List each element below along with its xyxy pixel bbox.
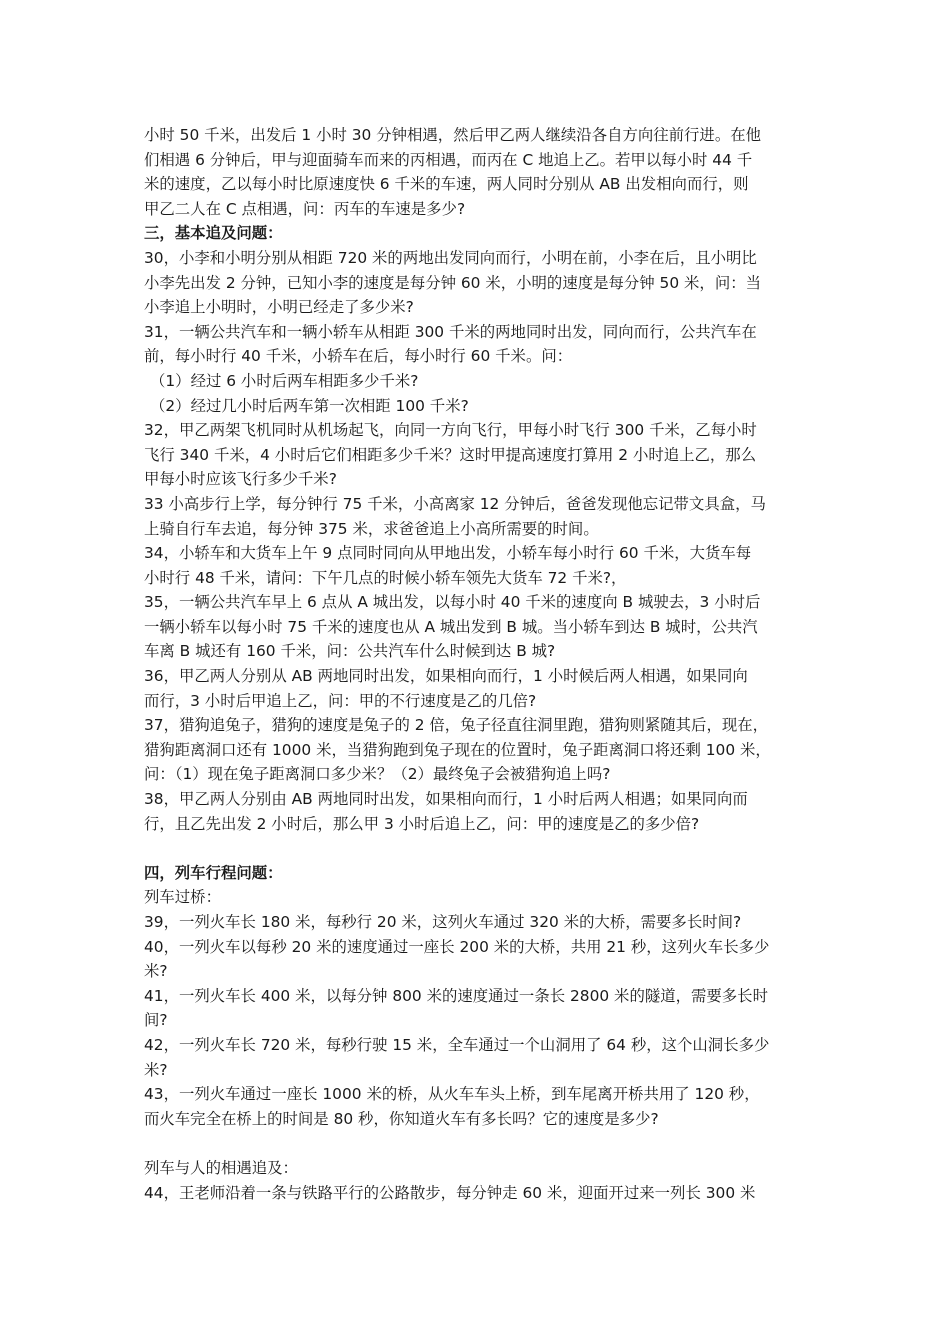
text-line: 39，一列火车长 180 米，每秒行 20 米，这列火车通过 320 米的大桥，需要多长时间? [144,913,742,931]
text-line: 40，一列火车以每秒 20 米的速度通过一座长 200 米的大桥，共用 21 秒，这列火车长多少 [144,937,770,956]
text-line: 小李先出发 2 分钟，已知小李的速度是每分钟 60 米，小明的速度是每分钟 50 米，问：当 [144,273,761,292]
text-line: 车离 B 城还有 160 千米，问：公共汽车什么时候到达 B 城? [144,642,556,661]
text-line: 41，一列火车长 400 米，以每分钟 800 米的速度通过一条长 2800 米的隧道，需要多长时 [144,986,768,1005]
text-line: 间? [144,1011,168,1030]
text-line: 37，猎狗追兔子，猎狗的速度是兔子的 2 倍，兔子径直往洞里跑，猎狗则紧随其后，现在， [144,716,769,735]
text-line: 米的速度，乙以每小时比原速度快 6 千米的车速，两人同时分别从 AB 出发相向而行，则 [144,175,749,194]
text-line: 30，小李和小明分别从相距 720 米的两地出发同向而行，小明在前，小李在后，且小明比 [144,248,757,267]
text-line: 31，一辆公共汽车和一辆小轿车从相距 300 千米的两地同时出发，同向而行，公共汽车在 [144,322,757,341]
text-line: 而行，3 小时后甲追上乙，问：甲的不行速度是乙的几倍? [144,691,537,710]
text-line: 小时 50 千米，出发后 1 小时 30 分钟相遇，然后甲乙两人继续沿各自方向往前行进。在他 [144,126,761,144]
text-line: （2）经过几小时后两车第一次相距 100 千米? [150,396,469,415]
text-line: 小时行 48 千米，请问：下午几点的时候小轿车领先大货车 72 千米?， [144,568,627,587]
text-line: 小李追上小明时，小明已经走了多少米? [144,298,414,317]
section-heading: 四，列车行程问题： [144,863,283,882]
text-line: 上骑自行车去追，每分钟 375 米，求爸爸追上小高所需要的时间。 [144,519,599,538]
section-heading: 三，基本追及问题： [144,224,283,243]
text-line: 米? [144,1060,168,1079]
text-line: 42，一列火车长 720 米，每秒行驶 15 米，全车通过一个山洞用了 64 秒，这个山洞长多少 [144,1035,770,1054]
text-line: 43，一列火车通过一座长 1000 米的桥，从火车车头上桥，到车尾离开桥共用了 120 秒， [144,1085,760,1104]
blank-line [144,836,812,861]
text-line: 问：（1）现在兔子距离洞口多少米？（2）最终兔子会被猎狗追上吗? [144,765,611,784]
text-line: （1）经过 6 小时后两车相距多少千米? [150,371,419,390]
text-line: 38，甲乙两人分别由 AB 两地同时出发，如果相向而行，1 小时后两人相遇；如果同向而 [144,790,748,809]
text-line: 飞行 340 千米，4 小时后它们相距多少千米？这时甲提高速度打算用 2 小时追上乙，那么 [144,445,757,464]
text-line: 米? [144,962,168,981]
text-line: 44，王老师沿着一条与铁路平行的公路散步，每分钟走 60 米，迎面开过来一列长 300 米 [144,1183,756,1202]
text-line: 35，一辆公共汽车早上 6 点从 A 城出发，以每小时 40 千米的速度向 B 城驶去，3 小时后 [144,593,761,612]
text-line: 一辆小轿车以每小时 75 千米的速度也从 A 城出发到 B 城。当小轿车到达 B 城时，公共汽 [144,617,758,636]
text-line: 36，甲乙两人分别从 AB 两地同时出发，如果相向而行，1 小时候后两人相遇，如果同向 [144,667,748,686]
text-line: 34，小轿车和大货车上午 9 点同时同向从甲地出发，小轿车每小时行 60 千米，大货车每 [144,544,752,563]
text-line: 甲乙二人在 C 点相遇，问：丙车的车速是多少? [144,199,466,218]
text-line: 猎狗距离洞口还有 1000 米，当猎狗跑到兔子现在的位置时，兔子距离洞口将还剩 100 米， [144,740,771,759]
blank-line [144,1131,812,1156]
text-line: 前，每小时行 40 千米，小轿车在后，每小时行 60 千米。问： [144,347,573,366]
text-line: 列车过桥： [144,888,221,907]
text-line: 甲每小时应该飞行多少千米? [144,470,337,489]
text-line: 们相遇 6 分钟后，甲与迎面骑车而来的丙相遇，而丙在 C 地追上乙。若甲以每小时 44 千 [144,150,753,169]
text-line: 列车与人的相遇追及： [144,1158,298,1177]
text-line: 32，甲乙两架飞机同时从机场起飞，向同一方向飞行，甲每小时飞行 300 千米，乙每小时 [144,421,757,440]
text-line: 而火车完全在桥上的时间是 80 秒，你知道火车有多长吗？它的速度是多少? [144,1109,659,1128]
text-line: 33 小高步行上学，每分钟行 75 千米，小高离家 12 分钟后，爸爸发现他忘记带文具盒，马 [144,494,766,513]
text-line: 行，且乙先出发 2 小时后，那么甲 3 小时后追上乙，问：甲的速度是乙的多少倍? [144,814,700,833]
